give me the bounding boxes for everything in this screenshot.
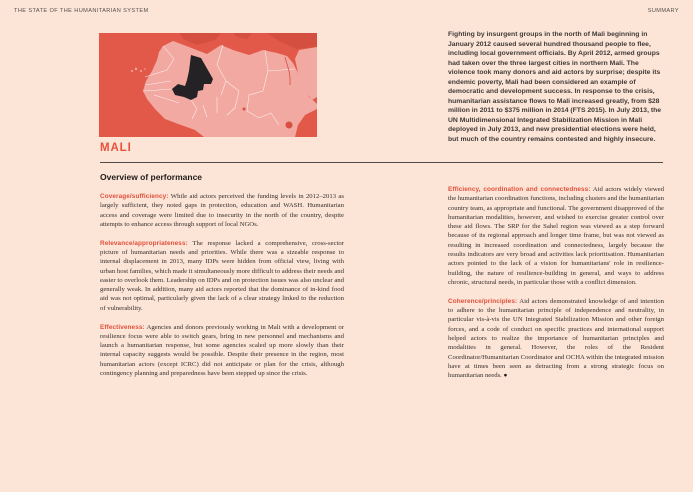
page-header xyxy=(14,8,679,14)
efficiency-label: Efficiency, coordination and connectedness: xyxy=(448,186,591,193)
coverage-label: Coverage/sufficiency: xyxy=(100,193,169,200)
country-title: MALI xyxy=(100,142,132,154)
paragraph-efficiency xyxy=(448,185,664,287)
report-title: THE STATE OF THE HUMANITARIAN SYSTEM xyxy=(14,8,149,14)
coherence-label: Coherence/principles: xyxy=(448,297,518,305)
africa-map xyxy=(99,33,317,137)
summary-label: SUMMARY xyxy=(647,8,679,14)
coherence-text: Aid actors demonstrated knowledge of and intention to adhere to the humanitarian principle of independence and neutrality, in particular vis-à-vis the UN Integrated Stabilization Mission and other foreign forces, and a code of conduct on specific practices and international support helped actors to realize the importance of humanitarian principles and modalities in general. However, the roles of the Resident Coordinator/Humanitarian Coordinator and OCHA within the integrated mission have at times been seen as detracting from a strong strategic focus on humanitarian needs. xyxy=(448,297,665,380)
lake-chad xyxy=(243,108,246,111)
paragraph-relevance xyxy=(100,239,344,313)
paragraph-coherence xyxy=(448,297,664,381)
effectiveness-label: Effectiveness: xyxy=(100,323,145,331)
paragraph-coverage xyxy=(100,192,344,229)
right-column xyxy=(448,185,664,390)
relevance-label: Relevance/appropriateness: xyxy=(100,239,188,247)
paragraph-effectiveness xyxy=(100,323,344,379)
africa-map-svg xyxy=(99,33,317,137)
efficiency-text: Aid actors widely viewed the humanitarian coordination functions, including clusters and the humanitarian country team, as appropriate and functional. The government disapproved of the humanitarian modalities, however, and wished to exercise greater control over these aid flows. The SRP for the Sahel region was viewed as a step forward because of its regional approach and longer time frame, but was not viewed as resulting in increased coordination and connectedness, largely because the results indicators are very broad and activities lack prioritisation. Humanitarian actors pointed to the lack of a vision for humanitarians' role in resilience-building, the nature of resilience-building in general, and ways to address chronic, structural needs, in particular those with a conflict dimension. xyxy=(448,186,664,286)
relevance-text: The response lacked a comprehensive, cross-sector picture of humanitarian needs and priorities. While there was a sizeable response to internal displacement in 2013, many IDPs were hidden from official view, living with urban host families, which made it simultaneously more difficult to address their needs and easier to overlook them. Leadership on IDPs and on protection issues was also unclear and generally weak. In addition, many aid actors reported that the dominance of in-kind food aid was not optimal, particularly given the lack of a clear strategy linked to the reduction of vulnerability. xyxy=(100,239,344,312)
left-column xyxy=(100,192,344,388)
lake-victoria xyxy=(286,122,293,129)
end-mark: ● xyxy=(503,372,508,380)
coverage-text: While aid actors perceived the funding levels in 2012–2013 as largely sufficient, they noted gaps in protection, education and WASH. Humanitarian access and coverage were limited due to insecurity in the north of the country, despite attempts to enhance access through support of local NGOs. xyxy=(100,193,344,228)
section-divider xyxy=(100,162,663,163)
overview-heading: Overview of performance xyxy=(100,172,203,182)
intro-paragraph: Fighting by insurgent groups in the north of Mali beginning in January 2012 caused several hundred thousand people to flee, including local government officials. By April 2012, armed groups had taken over the three largest cities in northern Mali. The violence took many donors and aid actors by surprise; despite its endemic poverty, Mali had been considered an example of democratic and development success. In response to the crisis, humanitarian assistance flows to Mali increased greatly, from $28 million in 2011 to $375 million in 2014 (FTS 2015). In July 2013, the UN Multidimensional Integrated Stabilization Mission in Mali deployed in July 2013, and new presidential elections were held, but much of the country remains contested and highly insecure. xyxy=(448,31,662,144)
effectiveness-text: Agencies and donors previously working in Mali with a development or resilience focus were able to switch gears, bring in new personnel and mechanisms and launch a humanitarian response, but some agencies scaled up more slowly than their internal capacity suggests would be possible. Despite their presence in the region, most humanitarian actors (except ICRC) did not anticipate or plan for the crisis, although contingency planning and preparedness have been stepped up since the crisis. xyxy=(100,323,344,378)
